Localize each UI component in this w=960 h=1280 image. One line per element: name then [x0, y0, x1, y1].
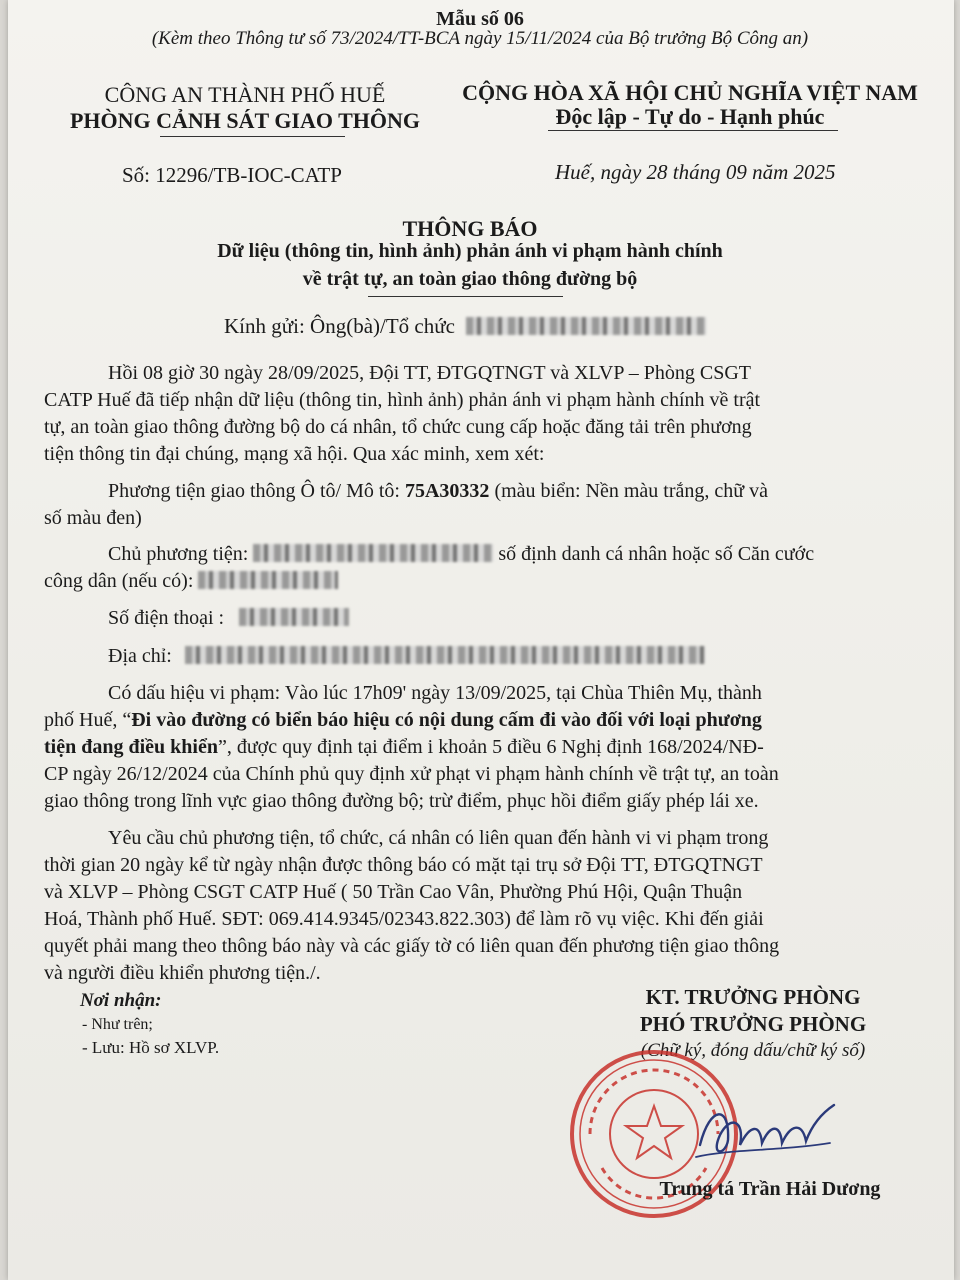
phone-line	[108, 607, 349, 630]
phone-label: Số điện thoại :	[108, 607, 225, 629]
signer-name: Trung tá Trần Hải Dương	[659, 1178, 881, 1200]
redacted-address	[185, 646, 705, 664]
title-underline	[368, 296, 563, 297]
issuing-department: PHÒNG CẢNH SÁT GIAO THÔNG	[69, 108, 420, 133]
document-number: Số: 12296/TB-IOC-CATP	[122, 163, 342, 187]
citizen-id-label: công dân (nếu có):	[44, 570, 194, 592]
notice-title: THÔNG BÁO	[402, 216, 538, 241]
body-line: CP ngày 26/12/2024 của Chính phủ quy định xử phạt vi phạm hành chính về trật tự, an toàn	[44, 763, 779, 785]
license-plate: 75A30332	[404, 480, 490, 502]
address-label: Địa chỉ:	[108, 645, 172, 667]
violation-description-end: tiện đang điều khiển	[44, 736, 218, 758]
body-line: quyết phải mang theo thông báo này và các giấy tờ có liên quan đến phương tiện giao thông	[44, 935, 780, 957]
notice-subtitle-line1: Dữ liệu (thông tin, hình ảnh) phản ánh vi phạm hành chính	[217, 240, 723, 262]
body-line: Hồi 08 giờ 30 ngày 28/09/2025, Đội TT, ĐTGQTNGT và XLVP – Phòng CSGT	[108, 362, 751, 384]
violation-line	[44, 736, 764, 759]
body-line: tự, an toàn giao thông đường bộ do cá nhân, tổ chức cung cấp hoặc đăng tải trên phương	[44, 416, 752, 438]
form-reference: (Kèm theo Thông tư số 73/2024/TT-BCA ngày 15/11/2024 của Bộ trưởng Bộ Công an)	[151, 28, 809, 49]
issuing-agency: CÔNG AN THÀNH PHỐ HUẾ	[104, 82, 386, 107]
owner-line	[108, 543, 814, 566]
owner-id-label: số định danh cá nhân hoặc số Căn cước	[498, 543, 815, 565]
redacted-owner	[253, 544, 493, 562]
body-line: giao thông trong lĩnh vực giao thông đường bộ; trừ điểm, phục hồi điểm giấy phép lái xe.	[44, 790, 759, 812]
vehicle-plate-color: (màu biển: Nền màu trắng, chữ và	[494, 480, 768, 502]
vehicle-line	[108, 480, 768, 503]
body-line: số màu đen)	[44, 507, 142, 529]
body-line: CATP Huế đã tiếp nhận dữ liệu (thông tin, hình ảnh) phản ánh vi phạm hành chính về trật	[44, 389, 761, 411]
handwritten-signature	[690, 1085, 840, 1175]
body-line: Có dấu hiệu vi phạm: Vào lúc 17h09' ngày 13/09/2025, tại Chùa Thiên Mụ, thành	[108, 682, 762, 704]
seal-star-icon	[626, 1106, 682, 1158]
signature-note: (Chữ ký, đóng dấu/chữ ký số)	[640, 1040, 866, 1061]
form-number: Mẫu số 06	[436, 8, 524, 30]
agency-underline	[160, 136, 345, 137]
violation-legal-basis: ”, được quy định tại điểm i khoản 5 điều 6 Nghị định 168/2024/NĐ-	[217, 736, 764, 758]
redacted-phone	[239, 608, 349, 626]
national-motto: Độc lập - Tự do - Hạnh phúc	[555, 104, 825, 129]
violation-line	[44, 709, 762, 732]
redacted-recipient	[466, 317, 706, 335]
receiver-item: - Lưu: Hồ sơ XLVP.	[82, 1038, 220, 1057]
body-line: Yêu cầu chủ phương tiện, tổ chức, cá nhân có liên quan đến hành vi vi phạm trong	[108, 827, 769, 849]
violation-text: phố Huế, “	[44, 709, 132, 731]
national-title: CỘNG HÒA XÃ HỘI CHỦ NGHĨA VIỆT NAM	[462, 80, 918, 105]
body-line: và XLVP – Phòng CSGT CATP Huế ( 50 Trần Cao Vân, Phường Phú Hội, Quận Thuận	[44, 881, 743, 903]
receiver-item: - Như trên;	[82, 1016, 153, 1033]
body-line: Hoá, Thành phố Huế. SĐT: 069.414.9345/02343.822.303) để làm rõ vụ việc. Khi đến giải	[44, 908, 764, 930]
recipient-line	[224, 314, 706, 339]
owner-label: Chủ phương tiện:	[108, 543, 249, 565]
motto-underline	[548, 130, 838, 131]
signature-position: PHÓ TRƯỞNG PHÒNG	[639, 1012, 867, 1036]
receivers-heading: Nơi nhận:	[80, 990, 162, 1011]
body-line: thời gian 20 ngày kể từ ngày nhận được thông báo có mặt tại trụ sở Đội TT, ĐTGQTNGT	[44, 854, 763, 876]
address-line	[108, 645, 705, 668]
body-line: và người điều khiển phương tiện./.	[44, 962, 321, 984]
redacted-citizen-id	[198, 571, 338, 589]
notice-subtitle-line2: về trật tự, an toàn giao thông đường bộ	[302, 268, 638, 290]
vehicle-label: Phương tiện giao thông Ô tô/ Mô tô:	[108, 480, 400, 502]
violation-description: Đi vào đường có biển báo hiệu có nội dung cấm đi vào đối với loại phương	[131, 709, 762, 731]
document-date: Huế, ngày 28 tháng 09 năm 2025	[555, 160, 836, 184]
body-line: tiện thông tin đại chúng, mạng xã hội. Qua xác minh, xem xét:	[44, 443, 545, 465]
citizen-id-line	[44, 570, 338, 593]
recipient-label: Kính gửi: Ông(bà)/Tổ chức	[224, 314, 455, 338]
signature-authority: KT. TRƯỞNG PHÒNG	[645, 985, 861, 1009]
